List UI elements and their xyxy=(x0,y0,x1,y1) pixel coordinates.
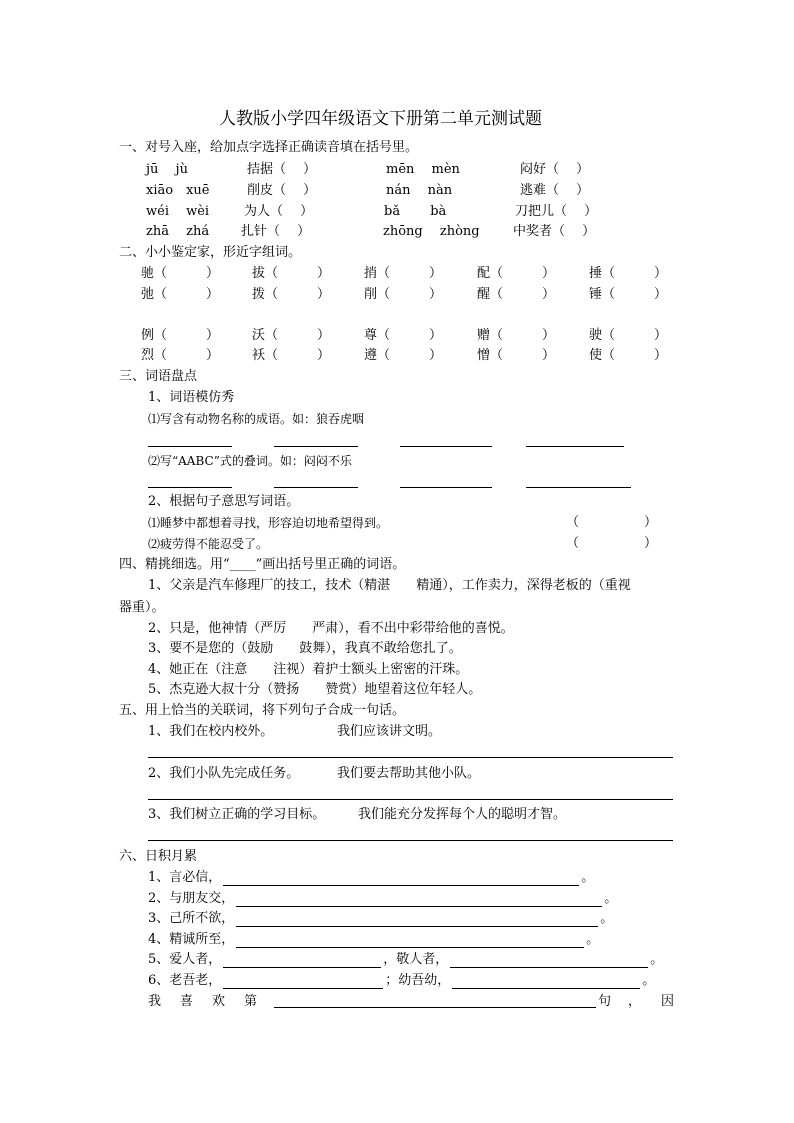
char-item: 削（ ） xyxy=(364,287,443,302)
question-text: 1、父亲是汽车修理厂的技工，技术（精湛 精通），工作卖力，深得老板的（重视 xyxy=(148,578,631,593)
char-item: 拔（ ） xyxy=(252,266,331,281)
pinyin-options: bǎ bà xyxy=(384,204,447,219)
word-blank: 削皮（ ） xyxy=(247,183,317,198)
char-item: 遵（ ） xyxy=(364,348,443,363)
saying-prompt: 5、爱人者， xyxy=(148,952,222,967)
fill-blank[interactable] xyxy=(452,976,640,989)
char-item: 拨（ ） xyxy=(252,287,331,302)
question-text: 器重）。 xyxy=(119,600,165,615)
answer-parens[interactable]: （ ） xyxy=(566,515,658,530)
section-4-heading: 四、精挑细选。用“____”画出括号里正确的词语。 xyxy=(119,557,406,572)
question-text: 5、杰克逊大叔十分（赞扬 赞赏）地望着这位年轻人。 xyxy=(148,682,482,697)
saying-prompt: 4、精诚所至， xyxy=(148,932,235,947)
answer-parens[interactable]: （ ） xyxy=(566,536,658,551)
char-item: 袄（ ） xyxy=(252,348,331,363)
sentence-b: 我们应该讲文明。 xyxy=(337,724,442,739)
fill-blank[interactable] xyxy=(274,1007,596,1008)
section-1-heading: 一、对号入座，给加点字选择正确读音填在括号里。 xyxy=(119,140,419,155)
answer-line[interactable] xyxy=(148,799,673,800)
last-char: 第 xyxy=(244,994,258,1009)
last-char: 句 xyxy=(598,994,612,1009)
pinyin-options: zhā zhá xyxy=(146,224,210,239)
char-item: 捶（ ） xyxy=(589,266,668,281)
period: 。 xyxy=(604,891,618,906)
pinyin-options: nán nàn xyxy=(386,183,453,198)
sentence-a: 1、我们在校内校外。 xyxy=(148,724,274,739)
saying-line xyxy=(148,952,663,968)
char-item: 锤（ ） xyxy=(589,287,668,302)
answer-line[interactable] xyxy=(400,446,492,447)
char-item: 醒（ ） xyxy=(477,287,556,302)
question-text: ⑴写含有动物名称的成语。如：狼吞虎咽 xyxy=(148,412,365,426)
fill-blank[interactable] xyxy=(236,894,602,907)
char-item: 尊（ ） xyxy=(364,328,443,343)
section-3-heading: 三、词语盘点 xyxy=(119,369,198,384)
saying-prompt: 6、老吾老， xyxy=(148,973,222,988)
char-item: 烈（ ） xyxy=(141,348,220,363)
question-text: ⑴睡梦中都想着寻找，形容迫切地希望得到。 xyxy=(148,516,389,530)
sentence-b: 我们要去帮助其他小队。 xyxy=(337,766,481,781)
answer-line[interactable] xyxy=(148,757,673,758)
char-item: 配（ ） xyxy=(477,266,556,281)
word-blank: 闷好（ ） xyxy=(520,162,590,177)
period: 。 xyxy=(642,973,656,988)
pinyin-options: xiāo xuē xyxy=(146,183,210,198)
fill-blank[interactable] xyxy=(223,955,381,968)
answer-line[interactable] xyxy=(274,446,358,447)
saying-line xyxy=(148,932,599,948)
char-item: 憎（ ） xyxy=(477,348,556,363)
char-item: 弛（ ） xyxy=(141,287,220,302)
subsection-title: 1、词语模仿秀 xyxy=(148,390,235,405)
sentence-b: 我们能充分发挥每个人的聪明才智。 xyxy=(358,807,567,822)
pinyin-options: jū jù xyxy=(146,162,188,177)
answer-line[interactable] xyxy=(148,840,673,841)
char-item: 例（ ） xyxy=(141,328,220,343)
last-char: 因 xyxy=(661,994,675,1009)
word-blank: 拮据（ ） xyxy=(247,162,317,177)
sentence-a: 2、我们小队先完成任务。 xyxy=(148,766,300,781)
last-char: 喜 xyxy=(180,994,194,1009)
question-text: 3、要不是您的（鼓励 鼓舞），我真不敢给您扎了。 xyxy=(148,641,462,656)
pinyin-options: mēn mèn xyxy=(386,162,460,177)
question-text: 4、她正在（注意 注视）着护士额头上密密的汗珠。 xyxy=(148,662,469,677)
period: 。 xyxy=(581,870,595,885)
char-item: 驶（ ） xyxy=(589,328,668,343)
saying-prompt: ；幼吾幼， xyxy=(385,973,451,988)
char-item: 沃（ ） xyxy=(252,328,331,343)
last-char: 欢 xyxy=(212,994,226,1009)
saying-prompt: 1、言必信， xyxy=(148,870,222,885)
saying-prompt: ，敬人者， xyxy=(383,952,449,967)
saying-line xyxy=(148,870,594,886)
sentence-a: 3、我们树立正确的学习目标。 xyxy=(148,807,326,822)
pinyin-options: zhōng zhòng xyxy=(383,224,480,239)
saying-prompt: 2、与朋友交， xyxy=(148,891,235,906)
section-6-heading: 六、日积月累 xyxy=(119,849,198,864)
answer-line[interactable] xyxy=(274,487,358,488)
last-char: ， xyxy=(628,994,642,1009)
word-blank: 为人（ ） xyxy=(244,204,314,219)
period: 。 xyxy=(600,911,614,926)
section-2-heading: 二、小小鉴定家，形近字组词。 xyxy=(119,245,302,260)
saying-line xyxy=(148,973,655,989)
word-blank: 刀把儿（ ） xyxy=(515,204,598,219)
period: 。 xyxy=(586,932,600,947)
period: 。 xyxy=(650,952,664,967)
char-item: 驰（ ） xyxy=(141,266,220,281)
question-text: ⑵疲劳得不能忍受了。 xyxy=(148,537,269,551)
saying-prompt: 3、己所不欲， xyxy=(148,911,235,926)
page-title: 人教版小学四年级语文下册第二单元测试题 xyxy=(219,109,542,129)
char-item: 捎（ ） xyxy=(364,266,443,281)
pinyin-options: wéi wèi xyxy=(146,204,210,219)
char-item: 使（ ） xyxy=(589,348,668,363)
subsection-title: 2、根据句子意思写词语。 xyxy=(148,494,300,509)
fill-blank[interactable] xyxy=(223,873,579,886)
fill-blank[interactable] xyxy=(450,955,648,968)
char-item: 赠（ ） xyxy=(477,328,556,343)
answer-line[interactable] xyxy=(400,487,492,488)
saying-line xyxy=(148,911,613,927)
word-blank: 中奖者（ ） xyxy=(513,224,596,239)
answer-line[interactable] xyxy=(526,487,631,488)
fill-blank[interactable] xyxy=(223,976,383,989)
section-5-heading: 五、用上恰当的关联词，将下列句子合成一句话。 xyxy=(119,703,406,718)
answer-line[interactable] xyxy=(148,446,232,447)
saying-line xyxy=(148,891,617,907)
question-text: 2、只是，他神情（严厉 严肃），看不出中彩带给他的喜悦。 xyxy=(148,621,514,636)
answer-line[interactable] xyxy=(526,446,624,447)
word-blank: 扎针（ ） xyxy=(241,224,311,239)
answer-line[interactable] xyxy=(148,487,232,488)
word-blank: 逃难（ ） xyxy=(520,183,590,198)
fill-blank[interactable] xyxy=(236,935,584,948)
question-text: ⑵写“AABC”式的叠词。如：闷闷不乐 xyxy=(148,454,352,468)
last-char: 我 xyxy=(148,994,162,1009)
fill-blank[interactable] xyxy=(236,914,598,927)
